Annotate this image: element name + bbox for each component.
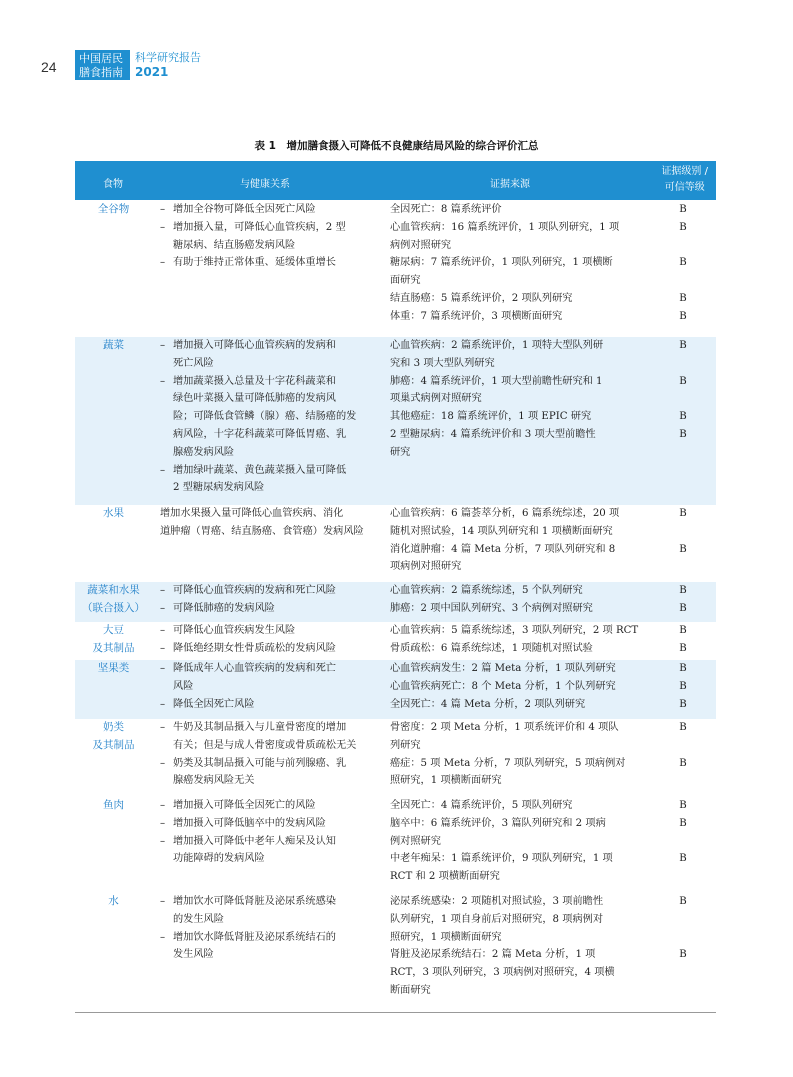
evidence-level: B: [679, 642, 687, 654]
relation-item: [160, 582, 375, 600]
evidence-line: RCT，3 项队列研究，3 项病例对照研究，4 项横: [390, 967, 615, 979]
relation-item: [160, 797, 375, 815]
evidence-cell: [390, 505, 643, 576]
relation-item: [160, 660, 375, 696]
evidence-line: 消化道肿瘤：4 篇 Meta 分析，7 项队列研究和 8: [390, 543, 616, 555]
relation-line: 增加摄入量，可降低心血管疾病，2 型: [173, 221, 346, 233]
relation-item: [160, 219, 375, 255]
evidence-line: 列研究: [390, 739, 421, 751]
evidence-item: [390, 408, 643, 426]
relation-item: [160, 755, 375, 791]
evidence-level: B: [679, 508, 687, 519]
relation-line: 奶类及其制品摄入可能与前列腺癌、乳: [173, 757, 347, 769]
evidence-level: B: [679, 543, 687, 555]
evidence-item: [390, 505, 643, 541]
level-cell: [665, 893, 701, 1000]
relation-line: 增加蔬菜摄入总量及十字花科蔬菜和: [173, 375, 336, 387]
book-logo-box: [75, 50, 130, 80]
evidence-item: [390, 678, 643, 696]
evidence-item: [390, 696, 643, 714]
relation-cell: [160, 582, 375, 618]
evidence-line: 项病例对照研究: [390, 561, 462, 573]
level-cell: [665, 622, 701, 658]
evidence-item: [390, 946, 643, 999]
food-name: 奶类: [103, 721, 124, 733]
evidence-level: B: [679, 853, 687, 865]
evidence-line: 心血管疾病：5 篇系统综述，3 项队列研究，2 项 RCT: [390, 625, 639, 636]
relation-line: 增加摄入可降低心血管疾病的发病和: [173, 340, 336, 351]
evidence-cell: [390, 719, 643, 790]
level-header-line2: 可信等级: [664, 182, 705, 193]
evidence-line: 肾脏及泌尿系统结石：2 篇 Meta 分析，1 项: [390, 949, 596, 961]
level-cell: [665, 660, 701, 713]
evidence-line: 断面研究: [390, 984, 431, 996]
evidence-line: 全因死亡：4 篇 Meta 分析，2 项队列研究: [390, 698, 586, 710]
relation-cell: [160, 622, 375, 658]
evidence-level: B: [679, 257, 687, 269]
relation-item: [160, 622, 375, 640]
relation-item: [160, 893, 375, 929]
level-cell: [665, 337, 701, 462]
food-name: 蔬菜和水果: [87, 584, 140, 596]
evidence-line: 研究: [390, 446, 411, 458]
evidence-level: B: [679, 817, 687, 829]
bullet-dash: –: [160, 931, 166, 943]
evidence-line: 心血管疾病：2 篇系统综述，5 个队列研究: [390, 585, 583, 596]
bullet-dash: –: [160, 585, 166, 596]
relation-line: 降低成年人心血管疾病的发病和死亡: [173, 663, 336, 674]
food-name: 坚果类: [97, 662, 130, 674]
evidence-level: B: [679, 625, 687, 636]
evidence-cell: [390, 337, 643, 462]
bullet-dash: –: [160, 625, 166, 636]
evidence-item: [390, 850, 643, 886]
evidence-level: B: [679, 680, 687, 692]
evidence-line: 照研究，1 项横断面研究: [390, 931, 502, 943]
level-cell: [665, 797, 701, 886]
evidence-level: B: [679, 585, 687, 596]
table-caption: 表 1 增加膳食摄入可降低不良健康结局风险的综合评价汇总: [254, 140, 539, 152]
relation-line: 道肿瘤（胃癌、结直肠癌、食管癌）发病风险: [160, 525, 364, 537]
evidence-line: 泌尿系统感染：2 项随机对照试验，3 项前瞻性: [390, 896, 604, 907]
evidence-line: 全因死亡：4 篇系统评价，5 项队列研究: [390, 800, 573, 811]
bullet-dash: –: [160, 221, 166, 233]
report-year: 2021: [135, 65, 169, 79]
relation-line: 增加摄入可降低全因死亡的风险: [173, 800, 316, 811]
relation-cell: [160, 893, 375, 964]
page-number: 24: [41, 59, 57, 75]
evidence-line: 体重：7 篇系统评价，3 项横断面研究: [390, 310, 563, 322]
evidence-item: [390, 254, 643, 290]
evidence-level: B: [679, 602, 687, 614]
relation-line: 有助于维持正常体重、延缓体重增长: [173, 257, 336, 269]
food-name: 及其制品: [92, 641, 135, 654]
evidence-line: 心血管疾病：16 篇系统评价，1 项队列研究，1 项: [390, 221, 620, 233]
evidence-item: [390, 755, 643, 791]
evidence-level: B: [679, 310, 687, 322]
evidence-line: 例对照研究: [390, 835, 441, 847]
evidence-level: B: [679, 698, 687, 710]
evidence-line: 心血管疾病发生：2 篇 Meta 分析，1 项队列研究: [390, 663, 616, 674]
evidence-line: 癌症：5 项 Meta 分析，7 项队列研究，5 项病例对: [390, 757, 626, 769]
relation-item: [160, 815, 375, 833]
evidence-line: 其他癌症：18 篇系统评价，1 项 EPIC 研究: [390, 411, 592, 423]
relation-item: [160, 719, 375, 755]
relation-item: [160, 640, 375, 658]
food-name: 大豆: [103, 624, 124, 636]
relation-line: 功能障碍的发病风险: [173, 853, 265, 865]
relation-line: 可降低肺癌的发病风险: [173, 602, 275, 614]
food-cell: [75, 337, 152, 355]
relation-item: [160, 373, 375, 462]
evidence-level: B: [679, 411, 687, 423]
book-title-line1: 中国居民: [79, 52, 123, 65]
relation-line: 有关；但是与成人骨密度或骨质疏松无关: [173, 739, 357, 751]
evidence-item: [390, 308, 643, 326]
evidence-item: [390, 893, 643, 946]
report-header: [135, 51, 201, 80]
evidence-line: 肺癌：2 项中国队列研究、3 个病例对照研究: [390, 602, 593, 614]
relation-item: [160, 337, 375, 373]
evidence-line: 心血管疾病：2 篇系统评价，1 项特大型队列研: [390, 340, 604, 351]
evidence-level: B: [679, 221, 687, 233]
bullet-dash: –: [160, 698, 166, 710]
evidence-line: 病例对照研究: [390, 239, 452, 251]
food-name: 及其制品: [92, 738, 135, 751]
evidence-item: [390, 640, 643, 658]
evidence-item: [390, 622, 643, 640]
bullet-dash: –: [160, 835, 166, 847]
relation-line: 发生风险: [173, 949, 214, 961]
evidence-line: 全因死亡：8 篇系统评价: [390, 204, 502, 215]
evidence-line: 队列研究，1 项自身前后对照研究，8 项病例对: [390, 913, 604, 925]
book-title-line2: 膳食指南: [79, 66, 123, 79]
bullet-dash: –: [160, 722, 166, 733]
evidence-item: [390, 660, 643, 678]
evidence-line: 2 型糖尿病：4 篇系统评价和 3 项大型前瞻性: [390, 428, 596, 440]
evidence-item: [390, 201, 643, 219]
evidence-item: [390, 219, 643, 255]
relation-item: [160, 505, 375, 541]
evidence-item: [390, 600, 643, 618]
column-header-relation: 与健康关系: [240, 179, 290, 190]
level-cell: [665, 201, 701, 326]
relation-item: [160, 696, 375, 714]
evidence-item: [390, 797, 643, 815]
evidence-level: B: [679, 375, 687, 387]
bullet-dash: –: [160, 257, 166, 269]
evidence-item: [390, 373, 643, 409]
bullet-dash: –: [160, 817, 166, 829]
evidence-line: 照研究，1 项横断面研究: [390, 775, 502, 787]
bullet-dash: –: [160, 204, 166, 215]
relation-line: 增加饮水降低肾脏及泌尿系统结石的: [173, 931, 336, 943]
evidence-level: B: [679, 800, 687, 811]
food-cell: [75, 622, 152, 658]
relation-cell: [160, 337, 375, 497]
evidence-item: [390, 337, 643, 373]
relation-cell: [160, 660, 375, 713]
evidence-cell: [390, 893, 643, 1000]
evidence-line: RCT 和 2 项横断面研究: [390, 871, 500, 883]
relation-cell: [160, 505, 375, 541]
relation-line: 的发生风险: [173, 913, 224, 925]
relation-line: 降低全因死亡风险: [173, 698, 255, 710]
evidence-line: 随机对照试验，14 项队列研究和 1 项横断面研究: [390, 525, 613, 537]
food-cell: [75, 505, 152, 523]
report-title: 科学研究报告: [135, 51, 201, 64]
evidence-level: B: [679, 292, 687, 304]
evidence-item: [390, 290, 643, 308]
food-name: 水: [108, 895, 119, 907]
bullet-dash: –: [160, 375, 166, 387]
relation-cell: [160, 201, 375, 272]
relation-line: 增加摄入可降低脑卒中的发病风险: [173, 817, 326, 829]
level-cell: [665, 719, 701, 790]
relation-line: 增加饮水可降低肾脏及泌尿系统感染: [173, 896, 336, 907]
level-header-line1: 证据级别 /: [661, 166, 708, 177]
relation-line: 病风险，十字花科蔬菜可降低胃癌、乳: [173, 428, 347, 440]
column-header-evidence: 证据来源: [490, 179, 530, 190]
evidence-level: B: [679, 204, 687, 215]
food-cell: [75, 719, 152, 755]
evidence-level: B: [679, 663, 687, 674]
food-cell: [75, 893, 152, 911]
food-cell: [75, 201, 152, 219]
evidence-line: 面研究: [390, 275, 421, 287]
relation-item: [160, 929, 375, 965]
evidence-cell: [390, 582, 643, 618]
table-header: [75, 161, 716, 200]
evidence-line: 骨质疏松：6 篇系统综述，1 项随机对照试验: [390, 642, 593, 654]
bullet-dash: –: [160, 896, 166, 907]
column-header-food: 食物: [103, 179, 123, 190]
table-bottom-rule: [75, 1012, 716, 1013]
evidence-level: B: [679, 757, 687, 769]
relation-line: 增加全谷物可降低全因死亡风险: [173, 204, 316, 215]
relation-item: [160, 462, 375, 498]
food-name: 鱼肉: [103, 799, 124, 811]
evidence-line: 结直肠癌：5 篇系统评价，2 项队列研究: [390, 292, 573, 304]
evidence-line: 骨密度：2 项 Meta 分析，1 项系统评价和 4 项队: [390, 722, 619, 733]
relation-line: 死亡风险: [173, 357, 214, 369]
relation-item: [160, 201, 375, 219]
relation-line: 增加摄入可降低中老年人痴呆及认知: [173, 835, 336, 847]
level-cell: [665, 505, 701, 576]
relation-cell: [160, 719, 375, 790]
food-cell: [75, 660, 152, 678]
relation-line: 降低绝经期女性骨质疏松的发病风险: [173, 642, 336, 654]
relation-cell: [160, 797, 375, 868]
relation-line: 可降低心血管疾病的发病和死亡风险: [173, 585, 336, 596]
bullet-dash: –: [160, 642, 166, 654]
evidence-line: 心血管疾病：6 篇荟萃分析，6 篇系统综述，20 项: [390, 508, 620, 519]
bullet-dash: –: [160, 340, 166, 351]
evidence-level: B: [679, 428, 687, 440]
evidence-item: [390, 582, 643, 600]
relation-line: 2 型糖尿病发病风险: [173, 482, 265, 494]
bullet-dash: –: [160, 464, 166, 476]
relation-line: 风险: [173, 680, 194, 692]
relation-line: 牛奶及其制品摄入与儿童骨密度的增加: [173, 722, 347, 733]
evidence-level: B: [679, 340, 687, 351]
column-header-level: [661, 164, 708, 196]
evidence-line: 糖尿病：7 篇系统评价，1 项队列研究，1 项横断: [390, 257, 613, 269]
relation-line: 增加绿叶蔬菜、黄色蔬菜摄入量可降低: [173, 464, 347, 476]
food-cell: [75, 582, 152, 618]
relation-line: 险；可降低食管鳞（腺）癌、结肠癌的发: [173, 411, 357, 423]
bullet-dash: –: [160, 757, 166, 769]
evidence-cell: [390, 660, 643, 713]
evidence-line: 肺癌：4 篇系统评价，1 项大型前瞻性研究和 1: [390, 375, 603, 387]
relation-line: 增加水果摄入量可降低心血管疾病、消化: [160, 508, 344, 519]
bullet-dash: –: [160, 663, 166, 674]
evidence-line: 究和 3 项大型队列研究: [390, 357, 495, 369]
evidence-level: B: [679, 949, 687, 961]
evidence-item: [390, 541, 643, 577]
relation-item: [160, 254, 375, 272]
bullet-dash: –: [160, 602, 166, 614]
bullet-dash: –: [160, 800, 166, 811]
evidence-cell: [390, 797, 643, 886]
relation-line: 腺癌发病风险: [173, 446, 235, 458]
food-name: （联合摄入）: [82, 601, 145, 614]
evidence-line: 项巢式病例对照研究: [390, 393, 482, 405]
evidence-item: [390, 719, 643, 755]
evidence-level: B: [679, 896, 687, 907]
evidence-line: 中老年痴呆：1 篇系统评价，9 项队列研究，1 项: [390, 853, 613, 865]
relation-line: 糖尿病、结直肠癌发病风险: [173, 239, 296, 251]
evidence-cell: [390, 622, 643, 658]
food-name: 全谷物: [97, 203, 130, 215]
evidence-level: B: [679, 722, 687, 733]
level-cell: [665, 582, 701, 618]
food-name: 水果: [103, 507, 124, 519]
relation-line: 可降低心血管疾病发生风险: [173, 625, 296, 636]
evidence-line: 心血管疾病死亡：8 个 Meta 分析，1 个队列研究: [390, 680, 616, 692]
evidence-item: [390, 815, 643, 851]
evidence-item: [390, 426, 643, 462]
food-name: 蔬菜: [103, 339, 124, 351]
relation-item: [160, 600, 375, 618]
food-cell: [75, 797, 152, 815]
relation-item: [160, 833, 375, 869]
evidence-line: 脑卒中：6 篇系统评价，3 篇队列研究和 2 项病: [390, 817, 606, 829]
relation-line: 腺癌发病风险无关: [173, 775, 255, 787]
evidence-cell: [390, 201, 643, 326]
relation-line: 绿色叶菜摄入量可降低肺癌的发病风: [173, 393, 336, 405]
